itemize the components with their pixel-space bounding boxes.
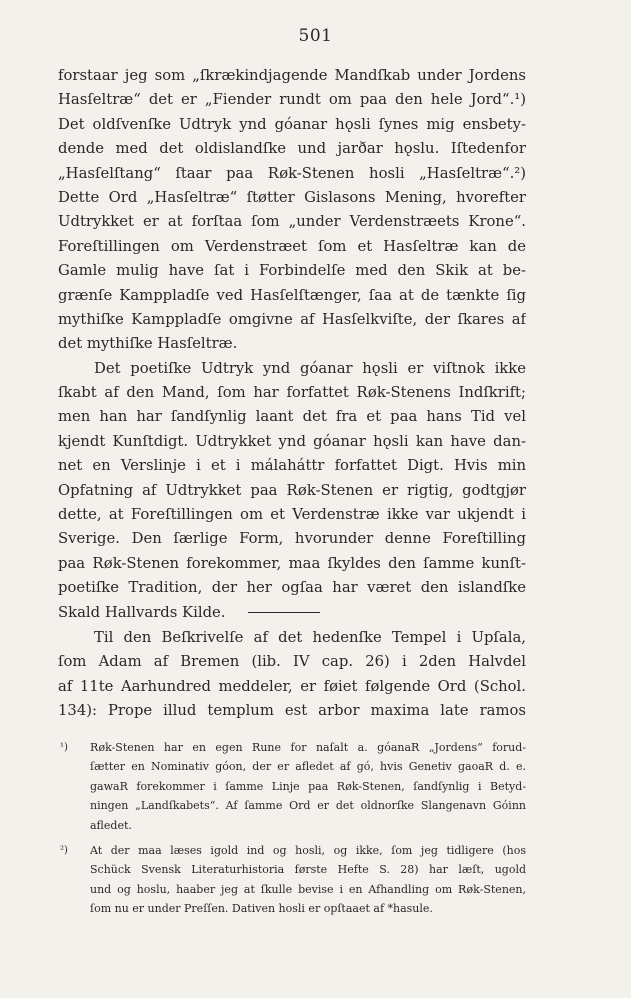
footnote-line: afledet. — [90, 818, 132, 832]
text-line: paa Røk-Stenen forekommer, maa ſkyldes den ſamme kunſt- — [58, 554, 526, 572]
footnote-2 — [58, 841, 526, 919]
footnotes — [58, 738, 526, 919]
text-line: kjendt Kunſtdigt. Udtrykket ynd góanar hǫsli kan have dan- — [58, 432, 526, 450]
footnote-marker: ¹) — [60, 742, 68, 753]
text-line: Gamle mulig have ſat i Forbindelſe med den Skik at be- — [58, 262, 526, 280]
footnote-line: ningen „Landſkabets“. Af ſamme Ord er det oldnorſke Slangenavn Góinn — [90, 799, 526, 813]
footnote-line: ſom nu er under Preſſen. Dativen hosli er opſtaaet af *hasule. — [90, 902, 433, 916]
section-separator — [248, 612, 320, 613]
text-line: af 11te Aarhundred meddeler, er føiet følgende Ord (Schol. — [58, 677, 526, 695]
paragraph-2 — [58, 357, 526, 625]
text-line: men han har ſandſynlig laant det fra et paa hans Tid vel — [58, 408, 526, 426]
text-line: ſkabt af den Mand, ſom har forfattet Røk-Stenens Indſkrift; — [58, 384, 526, 402]
paragraph-3 — [58, 626, 526, 724]
text-line: Skald Hallvards Kilde. — [58, 603, 226, 621]
text-line: Til den Beſkrivelſe af det hedenſke Tempel i Upſala, — [94, 629, 526, 646]
text-line: mythiſke Kamppladſe omgivne af Hasſelkviſte, der ſkares af — [58, 310, 526, 328]
footnote-line: At der maa læses igold ind og hosli, og ikke, ſom jeg tidligere (hos — [90, 843, 526, 857]
footnote-line: und og hoslu, haaber jeg at ſkulle bevise i en Afhandling om Røk-Stenen, — [90, 882, 526, 896]
text-line: net en Verslinje i et i málaháttr forfattet Digt. Hvis min — [58, 457, 526, 475]
footnote-line: Schück Svensk Literaturhistoria første Hefte S. 28) har læſt, ugold — [90, 863, 526, 877]
main-text-continued — [58, 626, 526, 724]
text-line: dende med det oldislandſke und jarðar hǫslu. Iſtedenfor — [58, 140, 526, 158]
text-line: forstaar jeg som „ſkrækindjagende Mandſkab under Jordens — [58, 67, 526, 84]
footnote-line: gawaR forekommer i ſamme Linje paa Røk-Stenen, ſandſynlig i Betyd- — [90, 779, 526, 793]
text-line: Opfatning af Udtrykket paa Røk-Stenen er rigtig, godtgjør — [58, 481, 526, 499]
text-line: Dette Ord „Hasſeltræ“ ſtøtter Gislasons Mening, hvorefter — [58, 188, 526, 206]
footnote-line: ſætter en Nominativ góon, der er afledet af gó, hvis Genetiv gaoaR d. e. — [90, 760, 526, 774]
text-line: grænſe Kamppladſe ved Hasſelſtænger, ſaa at de tænkte ſig — [58, 286, 526, 304]
text-line: dette, at Foreſtillingen om et Verdenstræ ikke var ukjendt i — [58, 506, 526, 524]
text-line: 134): Prope illud templum est arbor maxima late ramos — [58, 702, 526, 720]
text-line: Det oldſvenſke Udtryk ynd góanar hǫsli ſynes mig ensbety- — [58, 115, 526, 133]
paragraph-1 — [58, 64, 526, 357]
text-line: poetiſke Tradition, der her ogſaa har været den islandſke — [58, 579, 526, 597]
footnote-line: Røk-Stenen har en egen Rune for naſalt a. góanaR „Jordens“ forud- — [90, 741, 526, 754]
text-line: ſom Adam af Bremen (lib. IV cap. 26) i 2den Halvdel — [58, 653, 526, 671]
text-line: „Hasſelſtang“ ſtaar paa Røk-Stenen hosli „Hasſeltræ“.²) — [58, 164, 526, 182]
footnote-1 — [58, 738, 526, 835]
main-text — [58, 64, 526, 625]
text-line: Det poetiſke Udtryk ynd góanar hǫsli er viſtnok ikke — [94, 359, 526, 377]
text-line: det mythiſke Hasſeltræ. — [58, 335, 238, 353]
text-line: Udtrykket er at forſtaa ſom „under Verdenstræets Krone“. — [58, 213, 526, 231]
text-line: Foreſtillingen om Verdenstræet ſom et Hasſeltræ kan de — [58, 237, 526, 255]
text-line: Sverige. Den ſærlige Form, hvorunder denne Foreſtilling — [58, 530, 526, 548]
footnote-marker: ²) — [60, 844, 68, 856]
text-line: Hasſeltræ“ det er „Fiender rundt om paa den hele Jord“.¹) — [58, 91, 526, 109]
page-number: 501 — [298, 26, 333, 46]
